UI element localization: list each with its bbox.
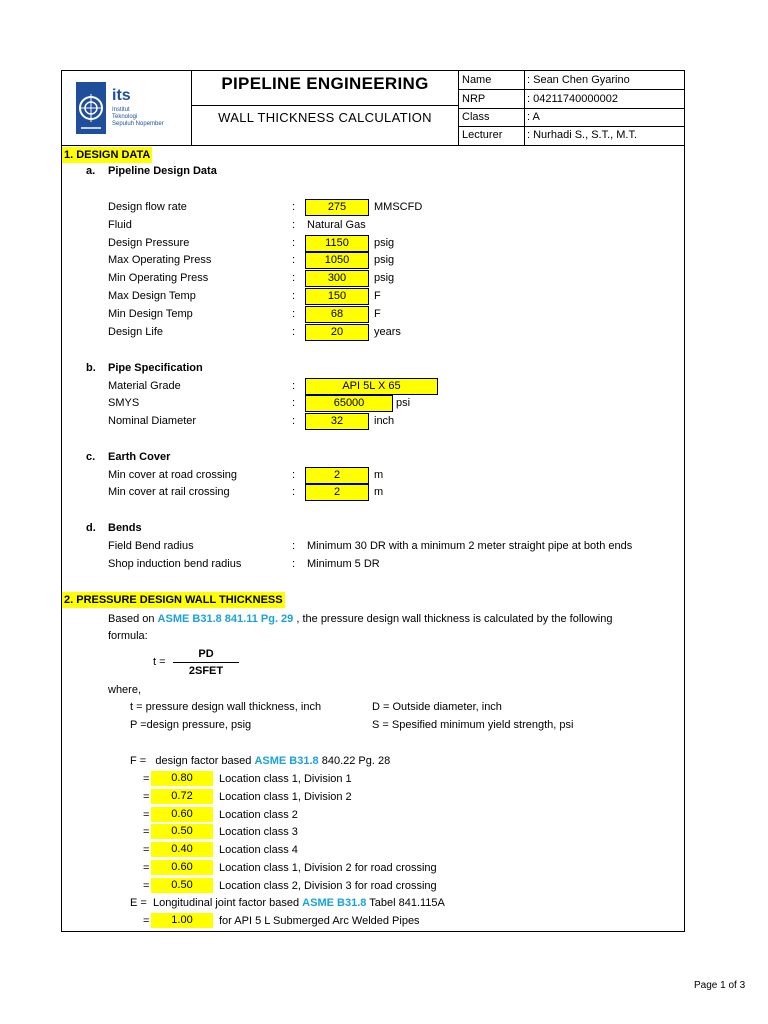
colon: : — [292, 469, 296, 481]
subsection-letter: b. — [86, 362, 96, 374]
unit: psig — [374, 254, 395, 266]
equals-sign: = — [143, 773, 150, 785]
document-title: PIPELINE ENGINEERING — [221, 74, 429, 93]
svg-text:Sepuluh Nopember: Sepuluh Nopember — [112, 121, 164, 127]
equals-sign: = — [143, 880, 150, 892]
value-cell: 2 — [305, 484, 369, 501]
field-label: Min cover at rail crossing — [108, 486, 230, 498]
formula-numerator: PD — [198, 648, 214, 660]
info-label-class: Class — [462, 111, 490, 123]
unit: F — [374, 290, 381, 302]
svg-text:Institut: Institut — [112, 107, 130, 113]
document-subtitle: WALL THICKNESS CALCULATION — [218, 110, 432, 125]
joint-factor-value: 1.00 — [151, 913, 213, 928]
info-label-name: Name — [462, 74, 492, 86]
subsection-letter: c. — [86, 451, 96, 463]
field-label: Max Design Temp — [108, 290, 196, 302]
unit: m — [374, 469, 384, 481]
field-label: Design Life — [108, 326, 164, 338]
colon: : — [292, 201, 296, 213]
factor-description: Location class 3 — [219, 826, 298, 838]
colon: : — [292, 558, 296, 570]
colon: : — [292, 540, 296, 552]
unit: psig — [374, 237, 395, 249]
field-label: Fluid — [108, 219, 132, 231]
factor-value: 0.72 — [151, 789, 213, 804]
definition-s: S = Spesified minimum yield strength, psi — [372, 719, 574, 731]
design-factor-line: F = design factor based ASME B31.8 840.22 Pg. 28 — [130, 755, 391, 767]
info-label-lecturer: Lecturer — [462, 129, 503, 141]
value-cell: 300 — [305, 270, 369, 287]
joint-factor-description: for API 5 L Submerged Arc Welded Pipes — [219, 915, 420, 927]
where-label: where, — [108, 684, 142, 696]
subsection-letter: d. — [86, 522, 96, 534]
colon: : — [292, 326, 296, 338]
value-cell: 68 — [305, 306, 369, 323]
colon: : — [292, 237, 296, 249]
field-label: Design flow rate — [108, 201, 187, 213]
colon: : — [292, 397, 296, 409]
info-value-class: : A — [527, 111, 540, 123]
header-divider — [458, 126, 684, 127]
subsection-title-pipeline-design-data: Pipeline Design Data — [108, 165, 217, 177]
colon: : — [292, 219, 296, 231]
field-label: Shop induction bend radius — [108, 558, 242, 570]
field-label: Material Grade — [108, 380, 181, 392]
asme-reference-link[interactable]: ASME B31.8 — [302, 897, 367, 909]
formula-denominator: 2SFET — [188, 665, 224, 677]
definition-p: P =design pressure, psig — [130, 719, 252, 731]
field-label: Nominal Diameter — [108, 415, 197, 427]
colon: : — [292, 380, 296, 392]
field-label: Max Operating Press — [108, 254, 212, 266]
asme-reference-link[interactable]: ASME B31.8 841.11 Pg. 29 — [157, 613, 294, 625]
svg-text:Teknologi: Teknologi — [112, 114, 138, 120]
equals-sign: = — [143, 791, 150, 803]
unit: years — [374, 326, 401, 338]
factor-description: Location class 4 — [219, 844, 298, 856]
header-divider — [458, 108, 684, 109]
equals-sign: = — [143, 809, 150, 821]
equals-sign: = — [143, 826, 150, 838]
info-value-nrp: : 04211740000002 — [527, 93, 618, 105]
unit: F — [374, 308, 381, 320]
formula-fraction-bar — [173, 662, 239, 663]
joint-factor-line: E = Longitudinal joint factor based ASME B31.8 Tabel 841.115A — [130, 897, 445, 909]
value-cell: 275 — [305, 199, 369, 216]
factor-value: 0.50 — [151, 824, 213, 839]
subsection-title-pipe-specification: Pipe Specification — [108, 362, 203, 374]
factor-description: Location class 1, Division 2 for road crossing — [219, 862, 437, 874]
section-heading-pressure-design: 2. PRESSURE DESIGN WALL THICKNESS — [64, 594, 283, 606]
subsection-title-earth-cover: Earth Cover — [108, 451, 171, 463]
its-logo — [74, 80, 178, 136]
value-cell: 1150 — [305, 235, 369, 252]
subsection-title-bends: Bends — [108, 522, 142, 534]
field-label: SMYS — [108, 397, 140, 409]
header-divider — [458, 89, 684, 90]
value-text: Minimum 30 DR with a minimum 2 meter straight pipe at both ends — [307, 540, 633, 552]
factor-description: Location class 1, Division 1 — [219, 773, 352, 785]
value-cell: 150 — [305, 288, 369, 305]
formula-lhs: t = — [153, 656, 166, 668]
info-label-nrp: NRP — [462, 93, 486, 105]
equals-sign: = — [143, 915, 150, 927]
field-label: Min cover at road crossing — [108, 469, 237, 481]
unit: MMSCFD — [374, 201, 423, 213]
asme-reference-link[interactable]: ASME B31.8 — [254, 755, 319, 767]
subsection-letter: a. — [86, 165, 96, 177]
intro-line: Based on ASME B31.8 841.11 Pg. 29 , the pressure design wall thickness is calculated by the following — [108, 613, 613, 625]
value-cell: 20 — [305, 324, 369, 341]
value-cell: API 5L X 65 — [305, 378, 438, 395]
field-label: Field Bend radius — [108, 540, 194, 552]
colon: : — [292, 308, 296, 320]
field-label: Min Design Temp — [108, 308, 193, 320]
colon: : — [292, 415, 296, 427]
page-number: Page 1 of 3 — [694, 980, 746, 991]
intro-line-2: formula: — [108, 630, 148, 642]
value-text: Natural Gas — [307, 219, 366, 231]
factor-description: Location class 2 — [219, 809, 298, 821]
unit: inch — [374, 415, 395, 427]
factor-value: 0.60 — [151, 807, 213, 822]
factor-value: 0.40 — [151, 842, 213, 857]
definition-t: t = pressure design wall thickness, inch — [130, 701, 322, 713]
field-label: Design Pressure — [108, 237, 190, 249]
field-label: Min Operating Press — [108, 272, 209, 284]
value-text: Minimum 5 DR — [307, 558, 380, 570]
unit: psig — [374, 272, 395, 284]
factor-value: 0.80 — [151, 771, 213, 786]
value-cell: 32 — [305, 413, 369, 430]
info-value-lecturer: : Nurhadi S., S.T., M.T. — [527, 129, 638, 141]
logo-wordmark: its — [112, 87, 131, 104]
factor-value: 0.60 — [151, 860, 213, 875]
definition-d: D = Outside diameter, inch — [372, 701, 502, 713]
section-heading-design-data: 1. DESIGN DATA — [64, 149, 151, 161]
equals-sign: = — [143, 862, 150, 874]
colon: : — [292, 272, 296, 284]
colon: : — [292, 290, 296, 302]
equals-sign: = — [143, 844, 150, 856]
value-cell: 2 — [305, 467, 369, 484]
colon: : — [292, 254, 296, 266]
header-bottom-rule — [62, 145, 684, 146]
factor-value: 0.50 — [151, 878, 213, 893]
unit: m — [374, 486, 384, 498]
value-cell: 65000 — [305, 395, 393, 412]
unit: psi — [396, 397, 411, 409]
colon: : — [292, 486, 296, 498]
header-divider — [191, 105, 458, 106]
value-cell: 1050 — [305, 252, 369, 269]
info-value-name: : Sean Chen Gyarino — [527, 74, 630, 86]
factor-description: Location class 1, Division 2 — [219, 791, 352, 803]
factor-description: Location class 2, Division 3 for road crossing — [219, 880, 437, 892]
